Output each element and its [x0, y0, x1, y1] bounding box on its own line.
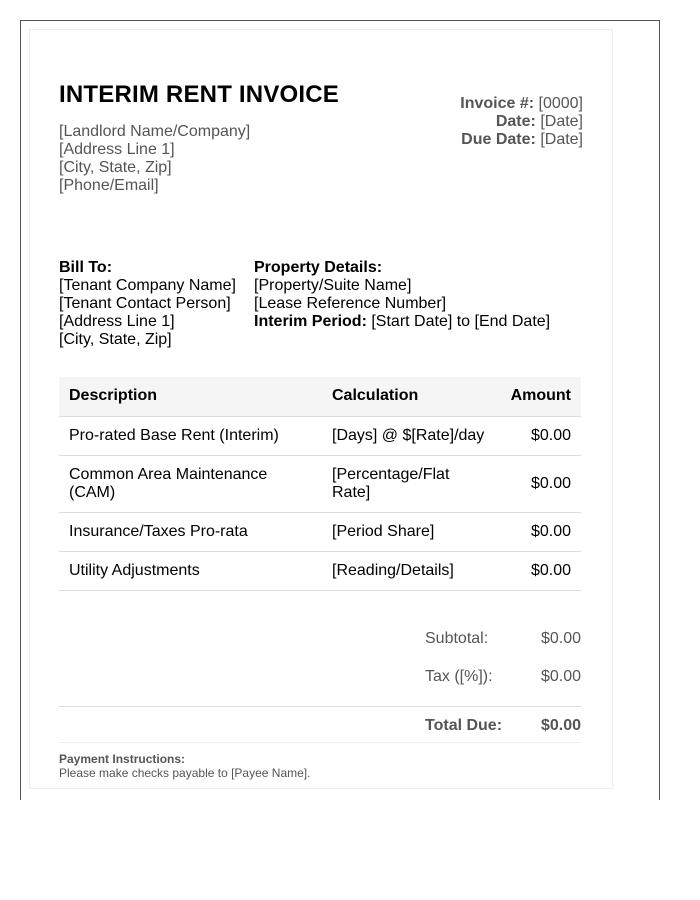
- lease-reference: [Lease Reference Number]: [254, 295, 447, 312]
- table-row: [59, 551, 581, 590]
- tenant-contact: [Tenant Contact Person]: [59, 295, 231, 312]
- column-header-amount: Amount: [500, 377, 581, 416]
- total-due-value: $0.00: [540, 717, 581, 734]
- due-date-row: [460, 131, 583, 149]
- landlord-city: [City, State, Zip]: [59, 159, 172, 176]
- tax-row: [59, 668, 581, 706]
- totals-summary: [59, 630, 581, 741]
- invoice-title: INTERIM RENT INVOICE: [59, 81, 340, 108]
- property-details-block: [254, 259, 550, 331]
- due-date-value: [Date]: [540, 131, 583, 148]
- row-description: Pro-rated Base Rent (Interim): [59, 416, 322, 455]
- tenant-company: [Tenant Company Name]: [59, 277, 236, 294]
- invoice-date-label: Date:: [495, 113, 536, 130]
- bill-to-heading: Bill To:: [59, 259, 113, 276]
- interim-period-value: [Start Date] to [End Date]: [371, 313, 551, 330]
- row-calculation: [Percentage/Flat Rate]: [322, 455, 500, 512]
- landlord-address-line: [Address Line 1]: [59, 141, 175, 158]
- tax-value: $0.00: [540, 668, 581, 685]
- invoice-number-label: Invoice #:: [460, 95, 535, 112]
- line-items-table: [59, 377, 581, 591]
- tax-label: Tax ([%]):: [425, 668, 493, 685]
- subtotal-row: [59, 630, 581, 668]
- row-amount: $0.00: [500, 455, 581, 512]
- row-amount: $0.00: [500, 416, 581, 455]
- interim-period-label: Interim Period:: [254, 313, 367, 330]
- payment-heading: Payment Instructions:: [59, 752, 186, 766]
- column-header-calculation: Calculation: [322, 377, 500, 416]
- row-description: Common Area Maintenance (CAM): [59, 455, 322, 512]
- total-due-label: Total Due:: [425, 717, 503, 734]
- bill-to-block: [59, 259, 236, 349]
- table-row: [59, 455, 581, 512]
- tenant-address-line: [Address Line 1]: [59, 313, 175, 330]
- row-description: Insurance/Taxes Pro-rata: [59, 512, 322, 551]
- payment-instructions: [59, 742, 581, 780]
- row-description: Utility Adjustments: [59, 551, 322, 590]
- row-calculation: [Reading/Details]: [322, 551, 500, 590]
- landlord-name: [Landlord Name/Company]: [59, 123, 251, 140]
- total-due-row: [59, 706, 581, 741]
- table-row: [59, 416, 581, 455]
- landlord-contact: [Phone/Email]: [59, 177, 159, 194]
- column-header-description: Description: [59, 377, 322, 416]
- table-row: [59, 512, 581, 551]
- invoice-date-value: [Date]: [540, 113, 583, 130]
- row-calculation: [Days] @ $[Rate]/day: [322, 416, 500, 455]
- subtotal-label: Subtotal:: [425, 630, 489, 647]
- table-header-row: [59, 377, 581, 416]
- due-date-label: Due Date:: [461, 131, 536, 148]
- invoice-meta: [460, 95, 583, 149]
- property-suite: [Property/Suite Name]: [254, 277, 412, 294]
- invoice-date-row: [460, 113, 583, 131]
- row-amount: $0.00: [500, 551, 581, 590]
- payment-text: Please make checks payable to [Payee Name].: [59, 766, 311, 780]
- invoice-number-row: [460, 95, 583, 113]
- interim-period: [254, 313, 550, 331]
- tenant-city: [City, State, Zip]: [59, 331, 172, 348]
- landlord-block: [59, 123, 250, 195]
- row-amount: $0.00: [500, 512, 581, 551]
- property-heading: Property Details:: [254, 259, 383, 276]
- subtotal-value: $0.00: [540, 630, 581, 647]
- row-calculation: [Period Share]: [322, 512, 500, 551]
- invoice-number-value: [0000]: [538, 95, 583, 112]
